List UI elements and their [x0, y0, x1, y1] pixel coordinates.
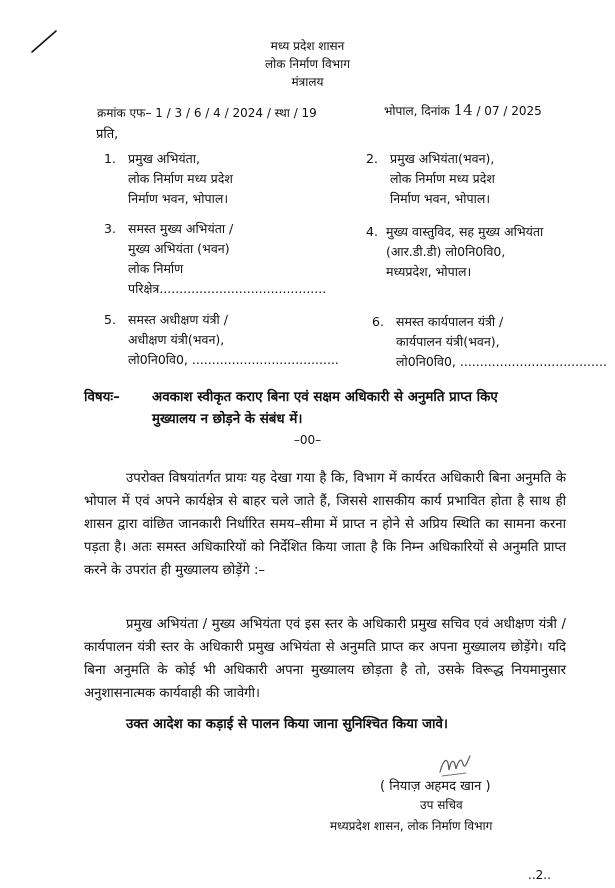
header-ministry: मंत्रालय — [291, 75, 324, 89]
recipient-line: कार्यपालन यंत्री(भवन), — [396, 334, 500, 349]
recipient-line: प्रमुख अभियंता, — [128, 151, 200, 166]
recipient-3 — [104, 219, 326, 299]
recipient-line: लोक निर्माण मध्य प्रदेश — [128, 171, 233, 186]
separator: –00– — [293, 433, 322, 447]
recipient-line: लो0नि0वि0, ..................................... — [396, 354, 607, 369]
recipient-number: 4. — [366, 224, 378, 239]
signatory-name: ( नियाज़ अहमद खान ) — [380, 779, 491, 794]
recipient-line: मुख्य अभियंता (भवन) — [128, 241, 230, 256]
recipient-line: मुख्य वास्तुविद, सह मुख्य अभियंता — [386, 224, 544, 239]
recipient-number: 2. — [366, 151, 378, 166]
recipient-line: समस्त कार्यपालन यंत्री / — [396, 314, 504, 329]
reference-number: क्रमांक एफ– 1 / 3 / 6 / 4 / 2024 / स्था / 19 — [97, 106, 317, 120]
subject-line-1: अवकाश स्वीकृत कराए बिना एवं सक्षम अधिकारी से अनुमति प्राप्त किए — [152, 390, 498, 405]
recipient-line: परिक्षेत्र.......................................... — [128, 281, 327, 296]
subject-label: विषयः– — [84, 390, 120, 405]
header-department: लोक निर्माण विभाग — [265, 57, 350, 71]
date-month-year: / 07 / 2025 — [476, 104, 542, 118]
recipient-line: निर्माण भवन, भोपाल। — [390, 191, 491, 206]
recipient-line: समस्त मुख्य अभियंता / — [128, 221, 234, 236]
recipient-line: अधीक्षण यंत्री(भवन), — [128, 332, 225, 347]
recipient-line: लोक निर्माण — [128, 261, 184, 276]
recipient-5 — [104, 310, 339, 370]
header-government: मध्य प्रदेश शासन — [270, 39, 345, 53]
recipient-2 — [366, 149, 495, 209]
page-number: ..2.. — [528, 868, 551, 882]
recipient-line: मध्यप्रदेश, भोपाल। — [386, 264, 472, 279]
to-label: प्रति, — [96, 127, 119, 142]
subject-line-2: मुख्यालय न छोड़ने के संबंध में। — [152, 412, 303, 427]
recipient-6 — [372, 312, 607, 372]
recipient-line: लो0नि0वि0, ..................................... — [128, 352, 339, 367]
recipient-line: निर्माण भवन, भोपाल। — [128, 191, 229, 206]
recipient-line: (आर.डी.डी) लो0नि0वि0, — [386, 244, 506, 259]
body-paragraph-2: प्रमुख अभियंता / मुख्य अभियंता एवं इस स्तर के अधिकारी प्रमुख सचिव एवं अधीक्षण यंत्री / कार्यपालन यंत्री स्तर के अधिकारी प्रमुख अभियंता से अनुमति प्राप्त कर अपना मुख्यालय छोड़ेंगे। यदि बिना अनुमति के कोई भी अधिकारी अपना मुख्यालय छोड़ता है तो, उसके विरूद्ध नियमानुसार अनुशासनात्मक कार्यवाही की जावेगी। — [84, 617, 566, 701]
recipient-number: 1. — [104, 151, 116, 166]
recipient-number: 5. — [104, 312, 116, 327]
recipient-number: 6. — [372, 314, 384, 329]
reference-date — [384, 101, 542, 119]
recipient-4 — [366, 222, 543, 282]
recipient-line: प्रमुख अभियंता(भवन), — [390, 151, 495, 166]
body-paragraph-3: उक्त आदेश का कड़ाई से पालन किया जाना सुनिश्चित किया जावे। — [126, 717, 448, 732]
signatory-designation: उप सचिव — [420, 798, 463, 812]
body-paragraph-1: उपरोक्त विषयांतर्गत प्रायः यह देखा गया है कि, विभाग में कार्यरत अधिकारी बिना अनुमति के भोपाल में एवं अपने कार्यक्षेत्र से बाहर चले जाते हैं, जिससे शासकीय कार्य प्रभावित होता है साथ ही शासन द्वारा वांछित जानकारी निर्धारित समय–सीमा में प्राप्त न होने से अप्रिय स्थिति का सामना करना पड़ता है। अतः समस्त अधिकारियों को निर्देशित किया जाता है कि निम्न अधिकारियों से अनुमति प्राप्त करने के उपरांत ही मुख्यालय छोड़ेंगे :– — [84, 471, 567, 578]
signatory-department: मध्यप्रदेश शासन, लोक निर्माण विभाग — [330, 819, 493, 833]
place-date-prefix: भोपाल, दिनांक — [384, 104, 450, 118]
recipient-number: 3. — [104, 221, 116, 236]
recipient-line: समस्त अधीक्षण यंत्री / — [128, 312, 228, 327]
recipient-1 — [104, 149, 233, 209]
recipient-line: लोक निर्माण मध्य प्रदेश — [390, 171, 495, 186]
handwritten-day: 14 — [453, 101, 473, 119]
